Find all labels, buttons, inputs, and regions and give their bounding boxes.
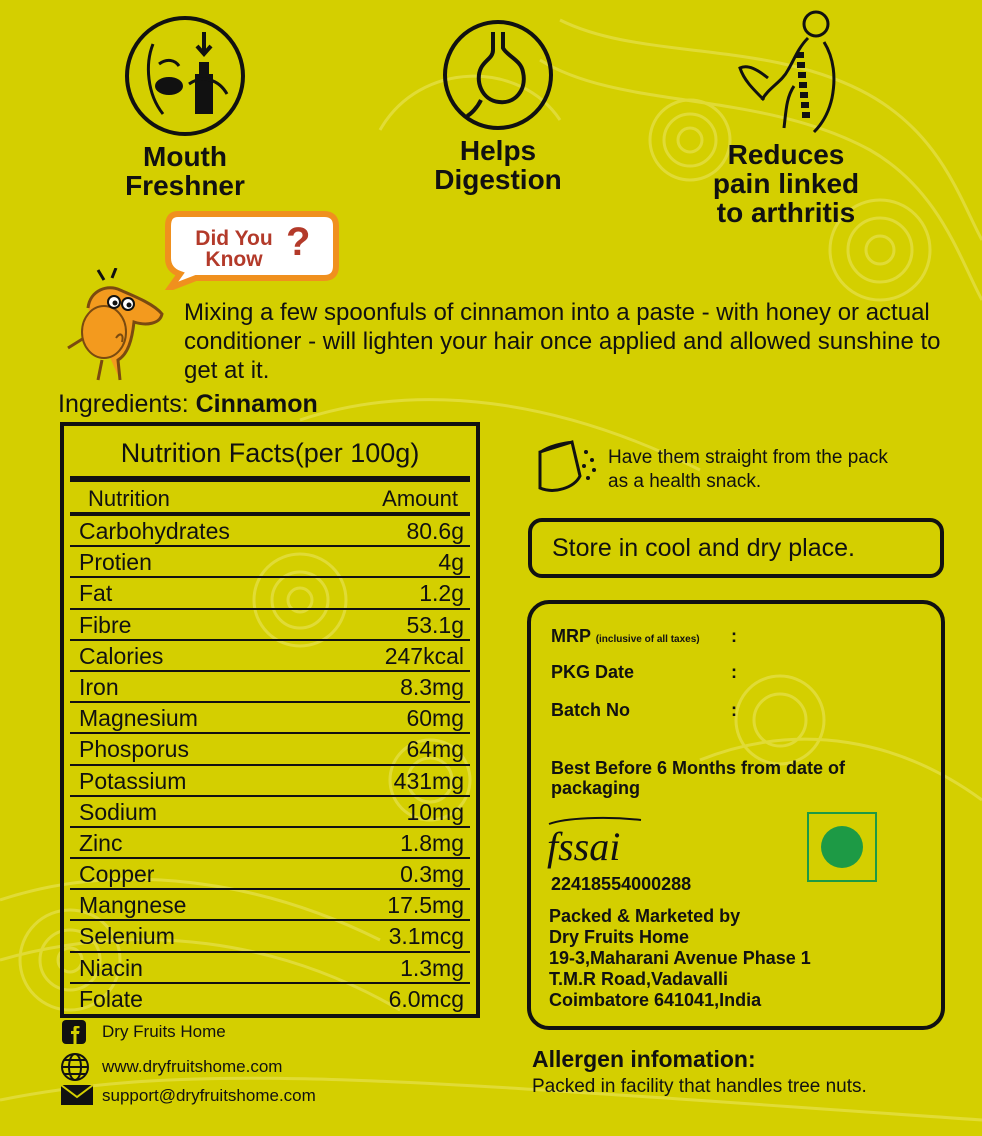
best-before: Best Before 6 Months from date of packaging [551, 758, 846, 798]
benefit-line2: Digestion [434, 164, 562, 195]
benefit-line2: Freshner [125, 170, 245, 201]
mrp-label: MRP [551, 626, 591, 646]
benefit-line2: pain linked [712, 168, 860, 199]
nutrient-amount: 247kcal [384, 642, 464, 669]
packed-line: Dry Fruits Home [549, 927, 690, 947]
benefit-reduces-arthritis-pain [700, 8, 872, 227]
snack-usage [608, 446, 888, 494]
nutrient-amount: 10mg [406, 798, 464, 825]
nutrient-amount: 53.1g [406, 611, 464, 638]
did-you-know-label [178, 228, 290, 270]
nutrient-amount: 8.3mg [400, 673, 464, 700]
veg-dot [821, 826, 863, 868]
packed-line: T.M.R Road,Vadavalli [549, 969, 729, 989]
table-row [70, 984, 470, 1013]
fssai-license-number: 22418554000288 [551, 874, 692, 894]
table-row [70, 953, 470, 984]
table-row [70, 610, 470, 641]
did-you-know-line2: Know [205, 248, 263, 271]
mouth-spray-icon [123, 14, 247, 138]
product-info-box [527, 600, 945, 1030]
packed-line: 19-3,Maharani Avenue Phase 1 [549, 948, 811, 968]
svg-text:fssai: fssai [547, 824, 621, 869]
benefit-helps-digestion [420, 18, 576, 194]
table-row [70, 547, 470, 578]
dog-mascot-icon [64, 268, 168, 384]
packed-line: Packed & Marketed by [549, 906, 741, 926]
website-link[interactable]: www.dryfruitshome.com [102, 1057, 283, 1076]
nutrient-name: Folate [79, 985, 143, 1012]
nutrient-amount: 60mg [406, 705, 464, 732]
nutrient-name: Potassium [79, 767, 187, 794]
allergen-heading: Allergen infomation: [532, 1046, 756, 1072]
table-row [70, 516, 470, 547]
benefit-line1: Reduces [727, 139, 845, 170]
table-row [70, 766, 470, 797]
pkg-date-label: PKG Date [551, 662, 635, 682]
nutrition-col-amount: Amount [382, 486, 458, 511]
nutrient-amount: 1.8mg [400, 829, 464, 856]
packed-by-address [549, 906, 811, 1011]
nutrient-amount: 1.2g [419, 580, 464, 607]
nutrient-name: Fat [79, 580, 113, 607]
benefit-line1: Mouth [143, 141, 227, 172]
nutrient-amount: 431mg [393, 767, 464, 794]
table-row [70, 641, 470, 672]
nutrient-name: Calories [79, 642, 164, 669]
did-you-know-line1: Did You [195, 227, 273, 250]
mrp-colon: : [731, 626, 737, 646]
nutrient-name: Carbohydrates [79, 518, 230, 544]
snack-line2: as a health snack. [608, 471, 762, 492]
globe-icon [60, 1052, 90, 1082]
stomach-icon [441, 18, 555, 132]
nutrient-name: Iron [79, 673, 119, 700]
table-row [70, 797, 470, 828]
table-row [70, 578, 470, 609]
email-link[interactable]: support@dryfruitshome.com [102, 1086, 316, 1105]
nutrient-name: Protien [79, 549, 152, 576]
benefit-line3: to arthritis [716, 197, 856, 228]
table-row [70, 734, 470, 765]
packed-line: Coimbatore 641041,India [549, 990, 762, 1010]
nutrient-name: Magnesium [79, 705, 198, 732]
spine-icon [724, 8, 848, 136]
batch-no-label: Batch No [551, 700, 631, 720]
facebook-page[interactable]: Dry Fruits Home [102, 1022, 226, 1041]
table-row [70, 672, 470, 703]
mrp-field [551, 626, 700, 647]
nutrient-name: Copper [79, 861, 155, 888]
nutrient-name: Sodium [79, 798, 157, 825]
nutrition-divider [70, 476, 470, 482]
nutrient-amount: 3.1mcg [388, 923, 464, 950]
storage-instruction: Store in cool and dry place. [528, 518, 944, 578]
nutrient-amount: 0.3mg [400, 861, 464, 888]
benefit-line1: Helps [459, 135, 537, 166]
nutrient-name: Zinc [79, 829, 123, 856]
snack-pack-icon [528, 438, 602, 498]
mail-icon [60, 1084, 94, 1106]
nutrient-name: Fibre [79, 611, 132, 638]
nutrition-title: Nutrition Facts(per 100g) [120, 438, 420, 468]
nutrient-amount: 1.3mg [400, 954, 464, 981]
nutrient-name: Phosporus [79, 736, 189, 763]
ingredients-label: Ingredients: [58, 390, 189, 418]
nutrient-amount: 80.6g [406, 518, 464, 544]
table-row [70, 828, 470, 859]
nutrition-col-name: Nutrition [88, 486, 170, 511]
table-row [70, 921, 470, 952]
nutrient-amount: 64mg [406, 736, 464, 763]
pkg-date-colon: : [731, 662, 737, 682]
ingredients [58, 390, 318, 419]
table-row [70, 703, 470, 734]
allergen-text: Packed in facility that handles tree nuts. [532, 1076, 867, 1097]
nutrition-header [70, 484, 470, 512]
nutrient-amount: 4g [438, 549, 464, 576]
nutrient-amount: 6.0mcg [388, 985, 464, 1012]
nutrient-name: Niacin [79, 954, 143, 981]
veg-symbol [807, 812, 877, 882]
nutrient-name: Selenium [79, 923, 175, 950]
ingredients-value: Cinnamon [195, 390, 318, 418]
benefit-mouth-freshner [110, 14, 260, 200]
nutrition-rows [70, 516, 470, 1013]
nutrient-amount: 17.5mg [387, 892, 464, 919]
nutrient-name: Mangnese [79, 892, 187, 919]
facebook-icon [60, 1018, 88, 1046]
snack-line1: Have them straight from the pack [608, 447, 888, 468]
table-row [70, 890, 470, 921]
nutrition-facts-table [60, 422, 480, 1018]
question-mark: ? [286, 220, 311, 264]
table-row [70, 859, 470, 890]
did-you-know-fact: Mixing a few spoonfuls of cinnamon into a paste - with honey or actual conditioner - will lighten your hair once applied and allowed sunshine to get at it. [184, 299, 941, 384]
batch-no-colon: : [731, 700, 737, 720]
fssai-logo [545, 814, 645, 870]
mrp-note: (inclusive of all taxes) [595, 634, 700, 645]
